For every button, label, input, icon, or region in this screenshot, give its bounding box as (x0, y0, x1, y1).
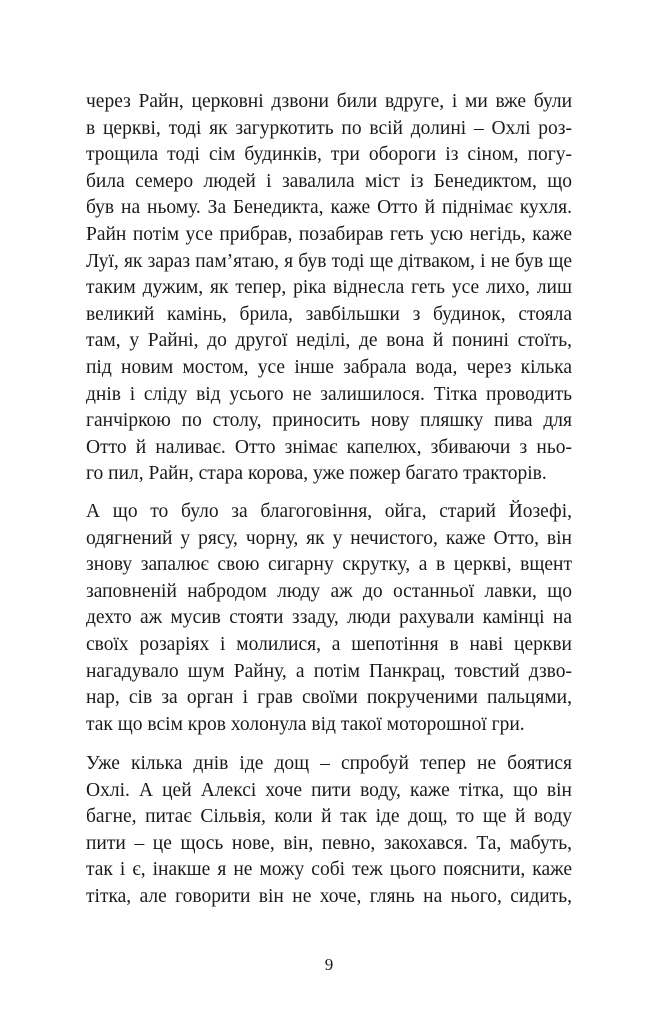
text-line: трощила тоді сім будинків, три обороги із сіном, погу- (86, 144, 572, 166)
text-line: через Райн, церковні дзвони били вдруге, і ми вже були (86, 91, 572, 112)
text-line: нар, сів за орган і грав своїми покрученими пальцями, (86, 687, 572, 709)
text-line: був на ньому. За Бенедикта, каже Отто й піднімає кухля. (86, 197, 572, 219)
paragraph-1 (86, 89, 572, 488)
text-line: нагадувало шум Райну, а потім Панкрац, товстий дзво- (86, 660, 572, 682)
text-line: Райн потім усе прибрав, позабирав геть усю негідь, каже (86, 223, 572, 245)
text-line: в церкві, тоді як загуркотить по всій долині – Охлі роз- (86, 117, 572, 139)
text-line: так і є, інакше я не можу собі теж цього пояснити, каже (86, 859, 572, 881)
paragraph-3 (86, 751, 572, 911)
text-line: багне, питає Сільвія, коли й так іде дощ, то ще й воду (86, 806, 572, 828)
text-line: своїх розаріях і молилися, а шепотіння в наві церкви (86, 633, 572, 655)
text-line: А що то було за благоговіння, ойга, старий Йозефі, (86, 501, 572, 522)
text-line: заповненій набродом люду аж до останньої лавки, що (86, 580, 572, 602)
text-line: ганчіркою по столу, приносить нову пляшку пива для (86, 410, 572, 432)
paragraph-2 (86, 499, 572, 738)
text-line: великий камінь, брила, завбільшки з будинок, стояла (86, 303, 572, 325)
text-line: била семеро людей і завалила міст із Бенедиктом, що (86, 170, 572, 192)
text-line: під новим мостом, усе інше забрала вода, через кілька (86, 356, 572, 378)
text-line: таким дужим, як тепер, ріка віднесла геть усе лихо, лиш (86, 277, 572, 299)
text-line: го пил, Райн, стара корова, уже пожер багато тракторів. (86, 463, 547, 485)
text-line: знову запалює свою сигарну скрутку, а в церкві, вщент (86, 554, 572, 576)
text-line: Отто й наливає. Отто знімає капелюх, збиваючи з ньо- (86, 436, 572, 458)
text-line: Охлі. А цей Алексі хоче пити воду, каже тітка, що він (86, 779, 572, 801)
text-line: так що всім кров холонула від такої моторошної гри. (86, 713, 525, 735)
text-line: днів і сліду від усього не залишилося. Тітка проводить (86, 383, 572, 405)
text-line: Луї, як зараз пам’ятаю, я був тоді ще дітваком, і не був ще (86, 250, 572, 272)
text-line: тітка, але говорити він не хоче, глянь на нього, сидить, (86, 885, 572, 907)
text-line: там, у Райні, до другої неділі, де вона й понині стоїть, (86, 330, 572, 352)
text-line: пити – це щось нове, він, певно, закохався. Та, мабуть, (86, 832, 572, 854)
text-line: Уже кілька днів іде дощ – спробуй тепер не боятися (86, 753, 572, 774)
text-line: дехто аж мусив стояти ззаду, люди рахували камінці на (86, 607, 572, 629)
page-number: 9 (324, 955, 334, 974)
text-line: одягнений у рясу, чорну, як у нечистого, каже Отто, він (86, 527, 572, 549)
